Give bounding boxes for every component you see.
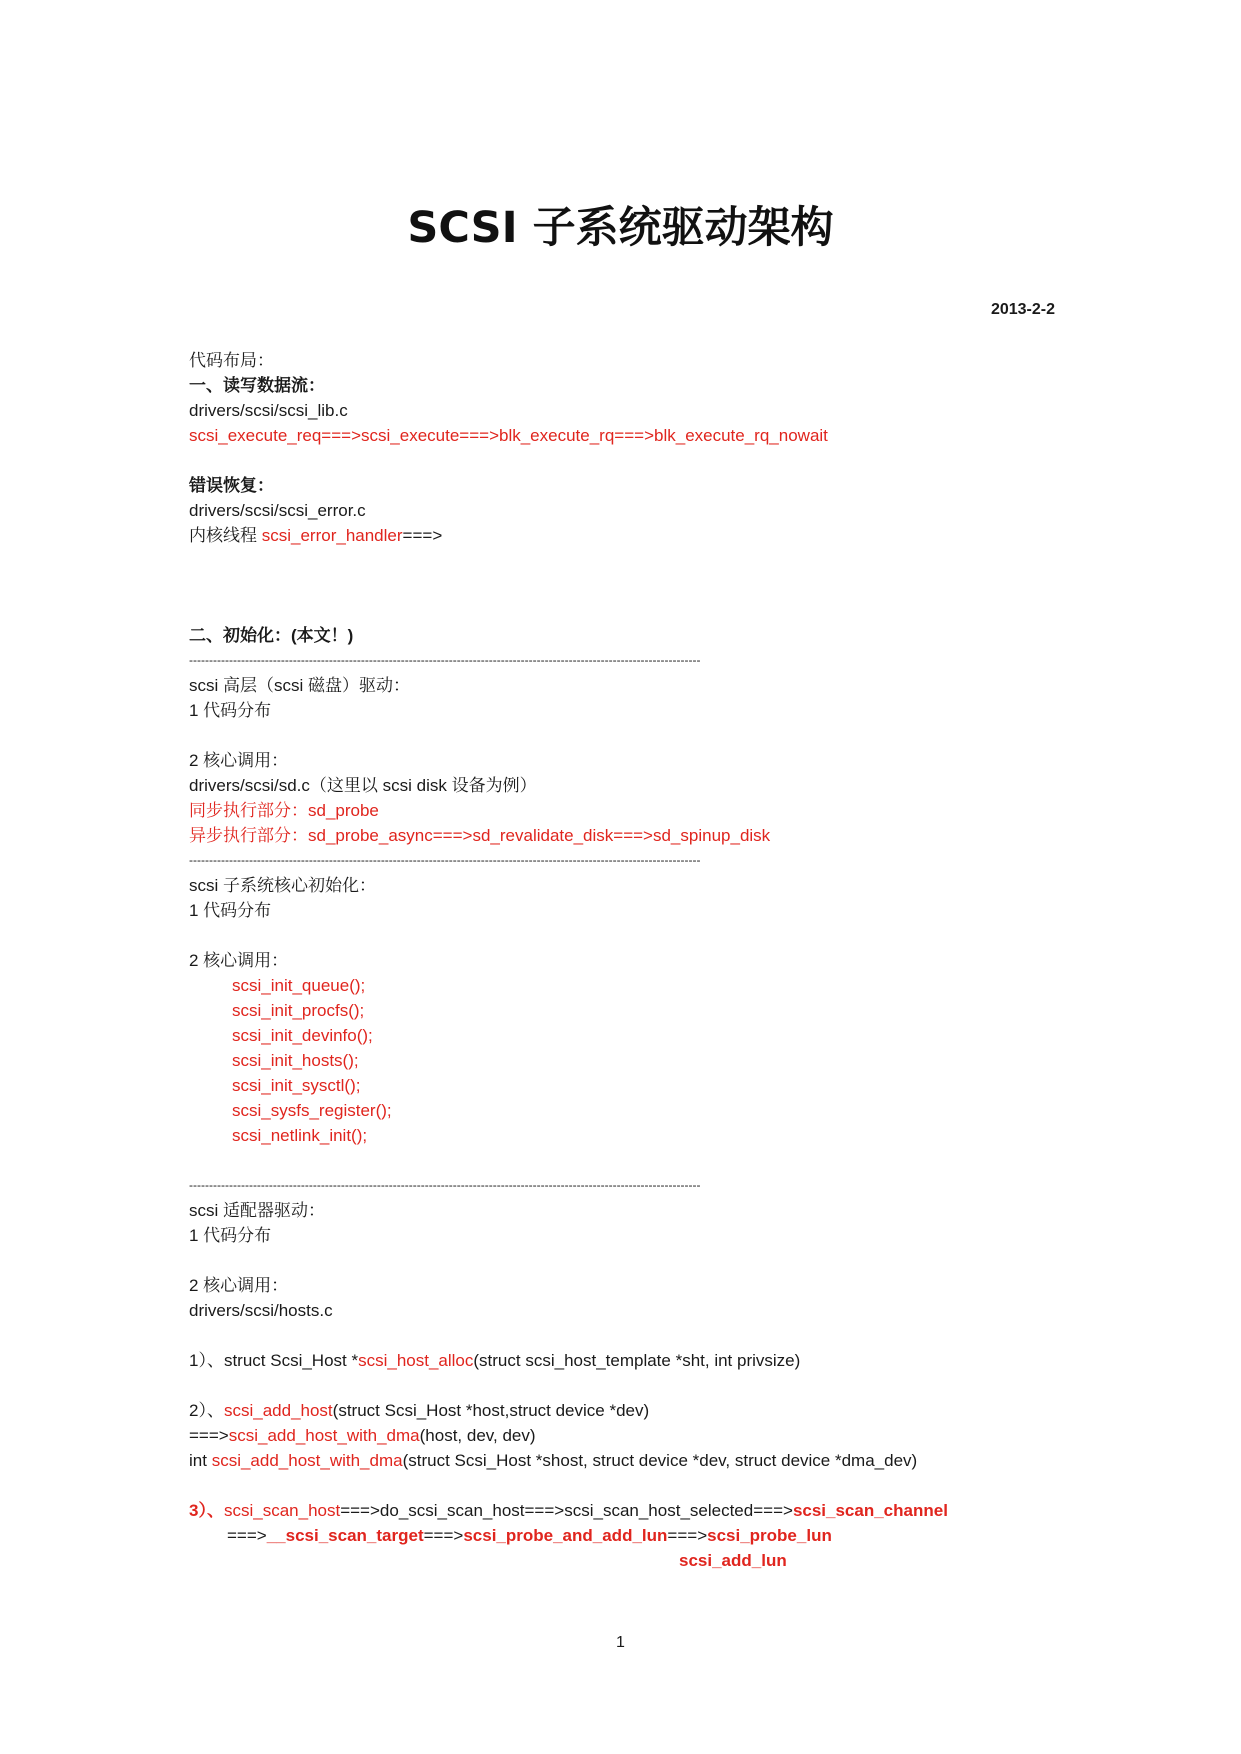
call-chain: scsi_execute_req===>scsi_execute===>blk_execute_rq===>blk_execute_rq_nowait [189, 426, 828, 445]
text: (struct Scsi_Host *host,struct device *dev) [332, 1401, 650, 1420]
text: 内核线程 [189, 526, 262, 545]
function-name: __scsi_scan_target [266, 1526, 424, 1545]
section-heading-dataflow: 一、读写数据流： [189, 376, 325, 395]
function-call: scsi_init_hosts(); [232, 1051, 359, 1070]
core-calls-label: 2 核心调用： [189, 1276, 289, 1295]
divider: -------------------------------------------------------------------------------------------------------------------------------- [189, 653, 701, 667]
text: (struct Scsi_Host *shost, struct device *dev, struct device *dma_dev) [402, 1451, 918, 1470]
function-name: scsi_scan_channel [792, 1501, 948, 1520]
file-path: drivers/scsi/scsi_error.c [189, 501, 366, 520]
item-2-line-3 [189, 1448, 1069, 1473]
function-name: scsi_add_host_with_dma [211, 1451, 403, 1470]
core-calls-label: 2 核心调用： [189, 751, 289, 770]
function-call: scsi_init_procfs(); [232, 1001, 365, 1020]
function-name: scsi_probe_and_add_lun [463, 1526, 668, 1545]
text: ===> [667, 1526, 708, 1545]
function-name: scsi_add_lun [679, 1551, 787, 1570]
code-dist-label: 1 代码分布 [189, 901, 272, 920]
text: 2）、 [189, 1401, 224, 1420]
code-dist-label: 1 代码分布 [189, 701, 272, 720]
item-3-line-2 [189, 1523, 1069, 1548]
document-date: 2013-2-2 [990, 301, 1055, 318]
core-calls-label: 2 核心调用： [189, 951, 289, 970]
function-name: scsi_error_handler [261, 526, 403, 545]
item-3 [189, 1498, 1069, 1523]
page-number: 1 [616, 1634, 625, 1651]
subsection-heading-adapter: scsi 适配器驱动： [189, 1201, 325, 1220]
sync-part: 同步执行部分：sd_probe [189, 801, 379, 820]
code-layout-label: 代码布局： [189, 351, 274, 370]
divider: -------------------------------------------------------------------------------------------------------------------------------- [189, 1178, 701, 1192]
function-name: scsi_add_host_with_dma [228, 1426, 420, 1445]
code-dist-label: 1 代码分布 [189, 1226, 272, 1245]
text: (host, dev, dev) [419, 1426, 536, 1445]
item-number: 3）、 [189, 1501, 224, 1520]
function-call: scsi_init_devinfo(); [232, 1026, 373, 1045]
text: ===> [402, 526, 443, 545]
kernel-thread-line [189, 523, 1069, 548]
text: ===> [423, 1526, 464, 1545]
document-body [189, 348, 1069, 1573]
item-2 [189, 1398, 1069, 1423]
file-path: drivers/scsi/sd.c（这里以 scsi disk 设备为例） [189, 776, 537, 795]
item-2-line-2 [189, 1423, 1069, 1448]
function-call: scsi_netlink_init(); [232, 1126, 368, 1145]
text: 1）、struct Scsi_Host * [189, 1351, 359, 1370]
function-call: scsi_init_sysctl(); [232, 1076, 361, 1095]
function-call: scsi_sysfs_register(); [232, 1101, 392, 1120]
function-name: scsi_scan_host [223, 1501, 341, 1520]
text: ===> [189, 1426, 229, 1445]
document-title: SCSI 子系统驱动架构 [407, 203, 834, 253]
section-heading-error-recovery: 错误恢复： [189, 476, 274, 495]
file-path: drivers/scsi/scsi_lib.c [189, 401, 348, 420]
subsection-heading-core: scsi 子系统核心初始化： [189, 876, 376, 895]
text: ===> [227, 1526, 267, 1545]
section-heading-init: 二、初始化：(本文！) [189, 626, 354, 645]
subsection-heading-upper: scsi 高层（scsi 磁盘）驱动： [189, 676, 410, 695]
text: int [189, 1451, 212, 1470]
function-call: scsi_init_queue(); [232, 976, 366, 995]
item-1 [189, 1348, 1069, 1373]
function-name: scsi_add_host [223, 1401, 333, 1420]
text: ===>do_scsi_scan_host===>scsi_scan_host_selected===> [340, 1501, 793, 1520]
function-name: scsi_probe_lun [707, 1526, 832, 1545]
text: (struct scsi_host_template *sht, int privsize) [473, 1351, 801, 1370]
divider: -------------------------------------------------------------------------------------------------------------------------------- [189, 853, 701, 867]
function-name: scsi_host_alloc [358, 1351, 474, 1370]
async-part: 异步执行部分：sd_probe_async===>sd_revalidate_disk===>sd_spinup_disk [189, 826, 771, 845]
file-path: drivers/scsi/hosts.c [189, 1301, 333, 1320]
